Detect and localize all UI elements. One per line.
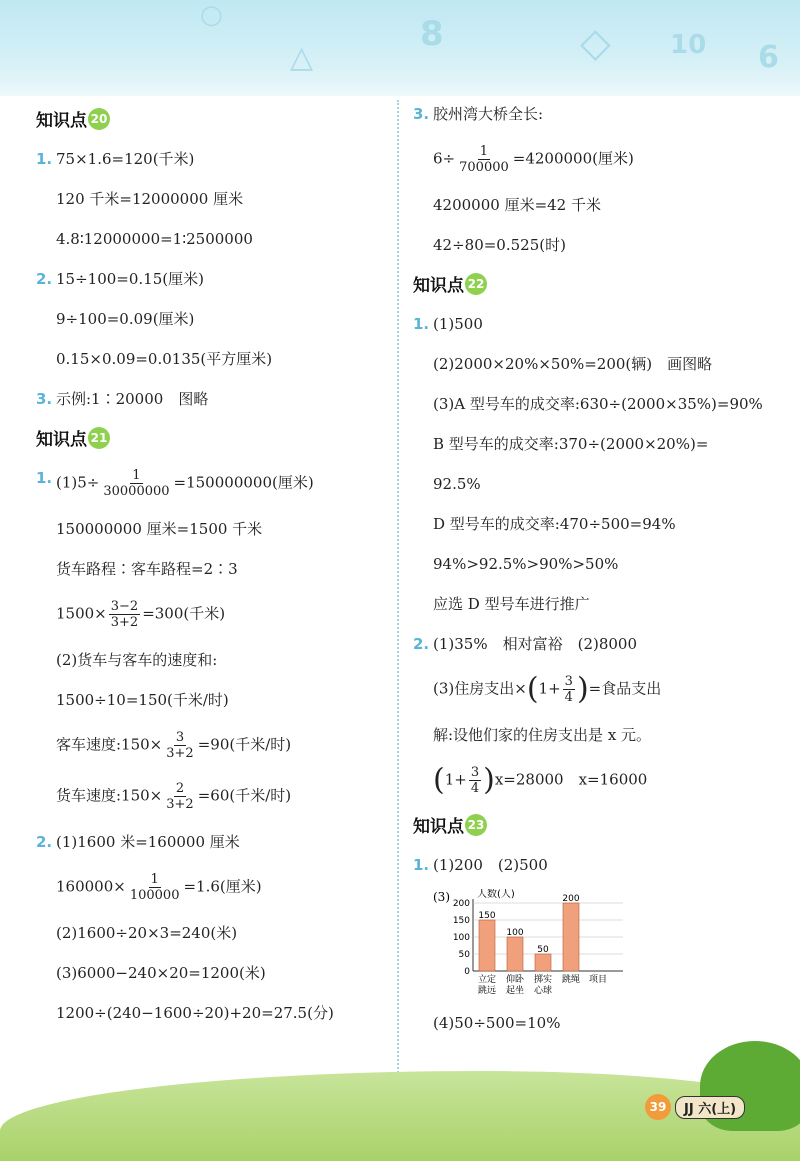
answer-line	[36, 680, 386, 720]
bar	[479, 920, 495, 971]
denominator: 3+2	[110, 615, 139, 630]
numerator: 3	[470, 765, 480, 780]
paren: )	[576, 671, 589, 707]
answer-line	[36, 259, 386, 299]
y-tick-label: 50	[458, 950, 470, 960]
fraction	[164, 781, 195, 812]
paren: (	[433, 762, 445, 798]
answer-line	[36, 993, 386, 1033]
answer-text: (2)2000×20%×50%=200(辆) 画图略	[433, 355, 713, 373]
answer-line	[36, 953, 386, 993]
kp20-heading	[36, 106, 386, 131]
answer-line	[413, 664, 783, 715]
fraction	[457, 144, 511, 175]
denominator: 700000	[459, 160, 509, 175]
question-number: 2.	[36, 833, 53, 851]
answer-text: =150000000(厘米)	[173, 473, 314, 492]
answer-text: 75×1.6=120(千米)	[56, 150, 195, 168]
answer-line	[413, 185, 783, 225]
kp-title: 知识点	[36, 430, 87, 450]
kp-title: 知识点	[413, 276, 464, 296]
answer-line	[36, 339, 386, 379]
right-column	[413, 100, 783, 1043]
x-tick-label: 仰卧	[505, 975, 525, 985]
header-banner	[0, 0, 800, 96]
denominator: 4	[470, 781, 480, 796]
answer-line	[36, 139, 386, 179]
answer-text: (2)1600÷20×3=240(米)	[56, 924, 238, 942]
answer-text: x=28000 x=16000	[494, 770, 648, 789]
x-tick-label: 立定	[477, 975, 497, 985]
bar-value-label: 100	[506, 928, 524, 938]
kp-number: 21	[88, 427, 110, 449]
bar	[563, 903, 579, 971]
denominator: 3+2	[166, 746, 194, 761]
answer-text: 94%>92.5%>90%>50%	[433, 555, 619, 573]
answer-text: =60(千米/时)	[197, 786, 292, 805]
y-axis-label: 人数(人)	[477, 889, 515, 900]
denominator: 3+2	[166, 797, 194, 812]
left-column	[36, 100, 386, 1033]
answer-text: 42÷80=0.525(时)	[433, 236, 566, 254]
answer-line	[36, 822, 386, 862]
answer-text: 15÷100=0.15(厘米)	[56, 270, 204, 288]
answer-text: 1500×	[56, 604, 107, 623]
numerator: 3	[564, 674, 573, 689]
digit-decoration: 10	[670, 30, 707, 60]
bar-chart	[433, 889, 653, 999]
denominator: 4	[564, 690, 573, 705]
digit-decoration: 8	[420, 14, 444, 54]
answer-text: 9÷100=0.09(厘米)	[56, 310, 195, 328]
answer-text: D 型号车的成交率:470÷500=94%	[433, 515, 676, 533]
paren: )	[483, 762, 495, 798]
kp-title: 知识点	[36, 111, 87, 131]
kp21-heading	[36, 425, 386, 450]
answer-line	[413, 504, 783, 544]
answer-text: 货车路程∶客车路程=2∶3	[56, 560, 238, 578]
answer-text: 应选 D 型号车进行推广	[433, 595, 590, 613]
denominator: 30000000	[103, 484, 170, 499]
bar-chart-block	[413, 889, 783, 1003]
answer-text: 解:设他们家的住房支出是 x 元。	[433, 726, 652, 744]
diamond-decoration: ◇	[580, 20, 611, 66]
answer-line	[36, 862, 386, 913]
answer-text: 1+	[538, 679, 561, 698]
answer-text: =4200000(厘米)	[512, 149, 634, 168]
answer-line	[413, 134, 783, 185]
x-axis-label: 项目	[589, 975, 608, 985]
answer-line	[36, 179, 386, 219]
answer-text: (1)500	[433, 315, 483, 333]
answer-text: B 型号车的成交率:370÷(2000×20%)=	[433, 435, 709, 453]
x-tick-label: 跳绳	[561, 975, 581, 985]
answer-line	[413, 624, 783, 664]
chart-prefix: (3)	[433, 890, 450, 904]
bar	[507, 937, 523, 971]
answer-text: 6÷	[433, 149, 456, 168]
column-divider	[397, 100, 399, 1080]
answer-text: (3)6000−240×20=1200(米)	[56, 964, 266, 982]
answer-text: 1200÷(240−1600÷20)+20=27.5(分)	[56, 1004, 334, 1022]
fraction	[469, 765, 481, 796]
answer-line	[36, 509, 386, 549]
paren: (	[526, 671, 539, 707]
fraction	[109, 599, 140, 630]
question-number: 1.	[413, 315, 430, 333]
answer-line	[413, 304, 783, 344]
y-tick-label: 0	[464, 967, 470, 977]
answer-line	[413, 584, 783, 624]
fraction	[128, 872, 182, 903]
answer-text: (1)200 (2)500	[433, 856, 548, 874]
answer-line	[413, 100, 783, 134]
answer-line	[413, 225, 783, 265]
question-number: 1.	[36, 469, 53, 487]
kp-number: 23	[465, 814, 487, 836]
answer-text: 4.8∶12000000=1∶2500000	[56, 230, 253, 248]
answer-text: (2)货车与客车的速度和:	[56, 651, 218, 669]
fraction	[164, 730, 195, 761]
answer-text: 160000×	[56, 877, 126, 896]
answer-line	[36, 219, 386, 259]
answer-line	[413, 715, 783, 755]
y-tick-label: 200	[452, 899, 470, 909]
book-label: JJ 六(上)	[675, 1096, 745, 1119]
fraction	[563, 674, 575, 705]
answer-line	[413, 424, 783, 464]
answer-line	[413, 464, 783, 504]
bar-value-label: 200	[562, 894, 580, 904]
question-number: 2.	[36, 270, 53, 288]
answer-text: 示例:1∶20000 图略	[56, 390, 209, 408]
numerator: 1	[132, 468, 141, 483]
answer-text: 胶州湾大桥全长:	[433, 105, 544, 123]
bar-value-label: 150	[478, 911, 496, 921]
answer-text: =90(千米/时)	[197, 735, 292, 754]
kp-title: 知识点	[413, 817, 464, 837]
digit-decoration: 6	[758, 40, 779, 75]
x-tick-label: 跳远	[477, 986, 497, 996]
page-number: 39	[645, 1094, 671, 1120]
y-tick-label: 100	[452, 933, 470, 943]
numerator: 3−2	[110, 599, 139, 614]
numerator: 1	[479, 144, 489, 159]
answer-text: (1)5÷	[56, 473, 100, 492]
triangle-decoration: △	[290, 40, 314, 75]
answer-line	[36, 379, 386, 419]
answer-text: 1500÷10=150(千米/时)	[56, 691, 229, 709]
answer-line	[413, 755, 783, 806]
kp-number: 20	[88, 108, 110, 130]
answer-line	[413, 1003, 783, 1043]
answer-line	[413, 845, 783, 885]
answer-text: 150000000 厘米=1500 千米	[56, 520, 263, 538]
answer-line	[36, 589, 386, 640]
kp-number: 22	[465, 273, 487, 295]
question-number: 3.	[36, 390, 53, 408]
question-number: 1.	[413, 856, 430, 874]
answer-line	[36, 913, 386, 953]
answer-text: (3)A 型号车的成交率:630÷(2000×35%)=90%	[433, 395, 763, 413]
answer-text: 货车速度:150×	[56, 786, 163, 805]
denominator: 100000	[129, 888, 180, 903]
answer-text: 客车速度:150×	[56, 735, 163, 754]
answer-text: =食品支出	[588, 679, 662, 698]
question-number: 1.	[36, 150, 53, 168]
answer-line	[413, 544, 783, 584]
x-tick-label: 心球	[533, 986, 553, 996]
answer-text: 4200000 厘米=42 千米	[433, 196, 601, 214]
answer-text: =300(千米)	[142, 604, 226, 623]
answer-text: (3)住房支出×	[433, 679, 527, 698]
answer-text: 92.5%	[433, 475, 481, 493]
circle-decoration: ○	[200, 0, 223, 30]
numerator: 1	[150, 872, 159, 887]
answer-line	[36, 771, 386, 822]
answer-text: 1+	[444, 770, 467, 789]
kp22-heading	[413, 271, 783, 296]
y-tick-label: 150	[452, 916, 470, 926]
answer-text: 120 千米=12000000 厘米	[56, 190, 244, 208]
x-tick-label: 起坐	[505, 986, 525, 996]
answer-line	[36, 299, 386, 339]
page-tag	[645, 1094, 745, 1120]
bar	[535, 954, 551, 971]
answer-line	[413, 344, 783, 384]
bar-value-label: 50	[537, 945, 549, 955]
answer-line	[36, 458, 386, 509]
answer-text: (1)35% 相对富裕 (2)8000	[433, 635, 638, 653]
numerator: 2	[175, 781, 185, 796]
answer-line	[36, 549, 386, 589]
answer-line	[36, 640, 386, 680]
answer-text: 0.15×0.09=0.0135(平方厘米)	[56, 350, 273, 368]
answer-line	[36, 720, 386, 771]
x-tick-label: 掷实	[533, 975, 553, 985]
answer-line	[413, 384, 783, 424]
answer-text: (4)50÷500=10%	[433, 1014, 561, 1032]
numerator: 3	[175, 730, 185, 745]
fraction	[101, 468, 171, 499]
answer-text: (1)1600 米=160000 厘米	[56, 833, 240, 851]
answer-text: =1.6(厘米)	[183, 877, 262, 896]
question-number: 3.	[413, 105, 430, 123]
question-number: 2.	[413, 635, 430, 653]
kp23-heading	[413, 812, 783, 837]
